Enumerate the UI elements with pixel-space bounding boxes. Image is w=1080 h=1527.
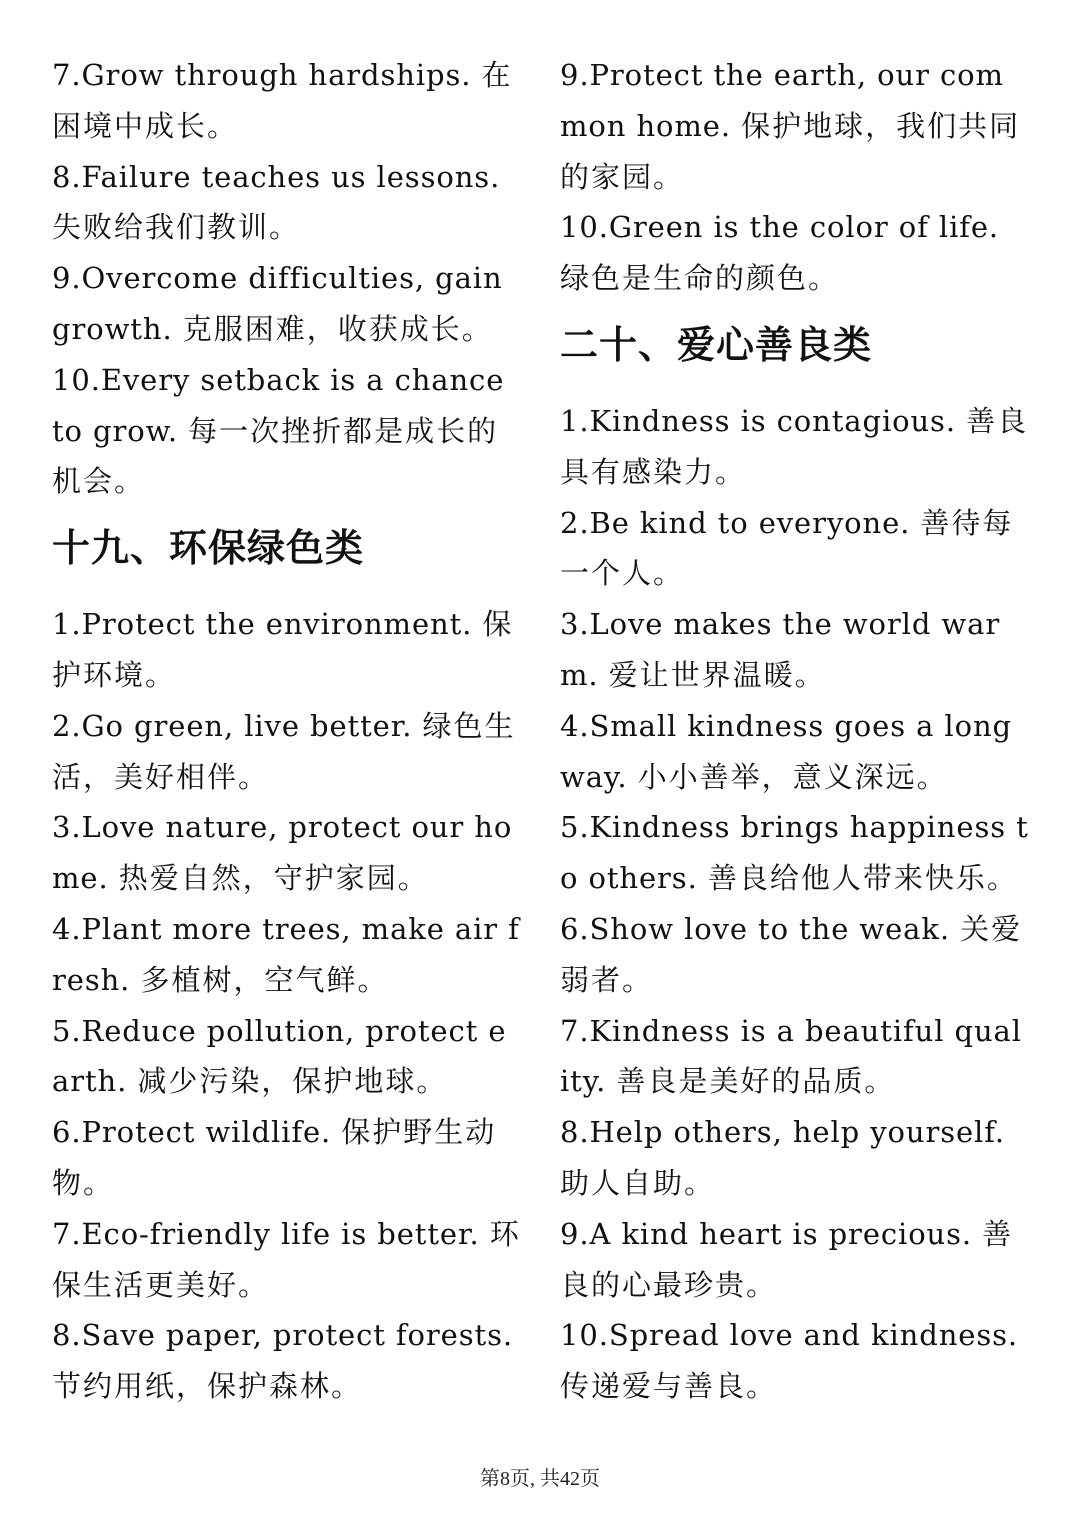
item-english: Go green, live better.: [81, 708, 413, 743]
item-english: Love makes the world warm.: [560, 607, 1001, 692]
item-number: 1.: [52, 607, 82, 642]
left-column: [52, 50, 522, 1412]
list-item: [560, 1006, 1032, 1108]
item-chinese: 失败给我们教训。: [52, 210, 301, 245]
item-number: 8.: [560, 1115, 590, 1150]
item-english: Overcome difficulties, gain growth.: [52, 261, 503, 346]
item-chinese: 助人自助。: [560, 1165, 716, 1200]
item-english: Failure teaches us lessons.: [81, 159, 501, 194]
item-chinese: 减少污染，保护地球。: [137, 1064, 448, 1099]
item-chinese: 热爱自然，守护家园。: [118, 861, 429, 896]
item-chinese: 保护地球，我们共同的家园。: [560, 108, 1021, 194]
item-english: A kind heart is precious.: [589, 1216, 973, 1251]
right-list-top: [560, 50, 1032, 304]
item-english: Spread love and kindness.: [608, 1318, 1019, 1353]
section-heading-kindness: 二十、爱心善良类: [560, 322, 873, 367]
item-english: Reduce pollution, protect earth.: [52, 1013, 507, 1099]
item-number: 3.: [52, 810, 82, 845]
list-item: [560, 701, 1032, 803]
list-item: [52, 1310, 522, 1412]
right-list-bottom: [560, 396, 1032, 1412]
list-item: [52, 701, 522, 803]
item-chinese: 善良是美好的品质。: [616, 1064, 896, 1099]
item-english: Protect wildlife.: [81, 1115, 332, 1150]
item-chinese: 善待每一个人。: [560, 505, 1014, 591]
item-chinese: 小小善举，意义深远。: [637, 759, 948, 794]
page-number-footer: 第8页, 共42页: [480, 1468, 600, 1490]
item-number: 9.: [560, 1216, 590, 1251]
list-item: [52, 1006, 522, 1108]
item-number: 5.: [52, 1013, 82, 1048]
item-english: Show love to the weak.: [589, 911, 950, 946]
item-chinese: 绿色生活，美好相伴。: [52, 708, 516, 794]
item-chinese: 多植树，空气鲜。: [140, 962, 389, 997]
item-chinese: 善良具有感染力。: [560, 403, 1029, 489]
item-chinese: 在困境中成长。: [52, 58, 513, 143]
item-english: Every setback is a chance to grow.: [52, 362, 505, 448]
item-number: 6.: [52, 1115, 82, 1150]
list-item: [560, 802, 1032, 904]
item-chinese: 保护环境。: [52, 607, 514, 692]
item-chinese: 爱让世界温暖。: [608, 657, 826, 692]
list-item: [560, 1310, 1032, 1412]
item-number: 10.: [560, 1318, 609, 1353]
list-item: [52, 802, 522, 904]
item-chinese: 绿色是生命的颜色。: [560, 261, 840, 296]
list-item: [560, 904, 1032, 1006]
item-number: 9.: [52, 261, 82, 296]
item-english: Save paper, protect forests.: [81, 1318, 513, 1353]
item-number: 6.: [560, 911, 590, 946]
list-item: [52, 355, 522, 507]
item-english: Protect the environment.: [81, 607, 473, 642]
list-item: [560, 202, 1032, 304]
item-number: 3.: [560, 607, 590, 642]
item-english: Eco-friendly life is better.: [81, 1216, 480, 1251]
list-item: [560, 1209, 1032, 1311]
item-chinese: 每一次挫折都是成长的机会。: [52, 413, 499, 499]
item-chinese: 节约用纸，保护森林。: [52, 1369, 363, 1404]
item-chinese: 善良的心最珍贵。: [560, 1216, 1014, 1302]
item-number: 4.: [52, 911, 82, 946]
item-number: 8.: [52, 159, 82, 194]
list-item: [560, 498, 1032, 600]
item-english: Kindness is a beautiful quality.: [560, 1013, 1022, 1099]
item-chinese: 善良给他人带来快乐。: [707, 861, 1018, 896]
list-item: [52, 599, 522, 701]
list-item: [560, 1107, 1032, 1209]
right-column: [560, 50, 1032, 1412]
item-number: 10.: [52, 362, 101, 397]
list-item: [560, 396, 1032, 498]
list-item: [52, 50, 522, 152]
item-number: 8.: [52, 1318, 82, 1353]
list-item: [52, 152, 522, 254]
item-english: Help others, help yourself.: [589, 1115, 1005, 1150]
item-chinese: 关爱弱者。: [560, 911, 1023, 997]
item-number: 2.: [560, 505, 590, 540]
item-chinese: 传递爱与善良。: [560, 1369, 778, 1404]
item-english: Plant more trees, make air fresh.: [52, 911, 520, 997]
section-heading-eco: 十九、环保绿色类: [52, 526, 365, 571]
item-chinese: 克服困难，收获成长。: [182, 311, 493, 346]
item-number: 4.: [560, 708, 590, 743]
item-english: Kindness brings happiness to others.: [560, 810, 1029, 896]
item-english: Green is the color of life.: [608, 210, 1000, 245]
list-item: [560, 50, 1032, 202]
list-item: [52, 904, 522, 1006]
item-english: Grow through hardships.: [81, 58, 472, 92]
left-list-top: [52, 50, 522, 507]
item-english: Kindness is contagious.: [589, 403, 956, 438]
item-chinese: 环保生活更美好。: [52, 1216, 521, 1302]
item-number: 1.: [560, 403, 590, 438]
left-list-bottom: [52, 599, 522, 1412]
item-number: 5.: [560, 810, 590, 845]
item-number: 7.: [560, 1013, 590, 1048]
item-number: 7.: [52, 1216, 82, 1251]
item-english: Love nature, protect our home.: [52, 810, 513, 896]
list-item: [52, 253, 522, 355]
list-item: [52, 1209, 522, 1311]
item-english: Be kind to everyone.: [589, 505, 911, 540]
item-english: Small kindness goes a long way.: [560, 708, 1012, 794]
item-number: 7.: [52, 58, 82, 92]
item-chinese: 保护野生动物。: [52, 1115, 497, 1200]
item-number: 2.: [52, 708, 82, 743]
item-number: 10.: [560, 210, 609, 245]
list-item: [560, 599, 1032, 701]
item-number: 9.: [560, 58, 590, 92]
item-english: Protect the earth, our common home.: [560, 58, 1004, 143]
list-item: [52, 1107, 522, 1209]
